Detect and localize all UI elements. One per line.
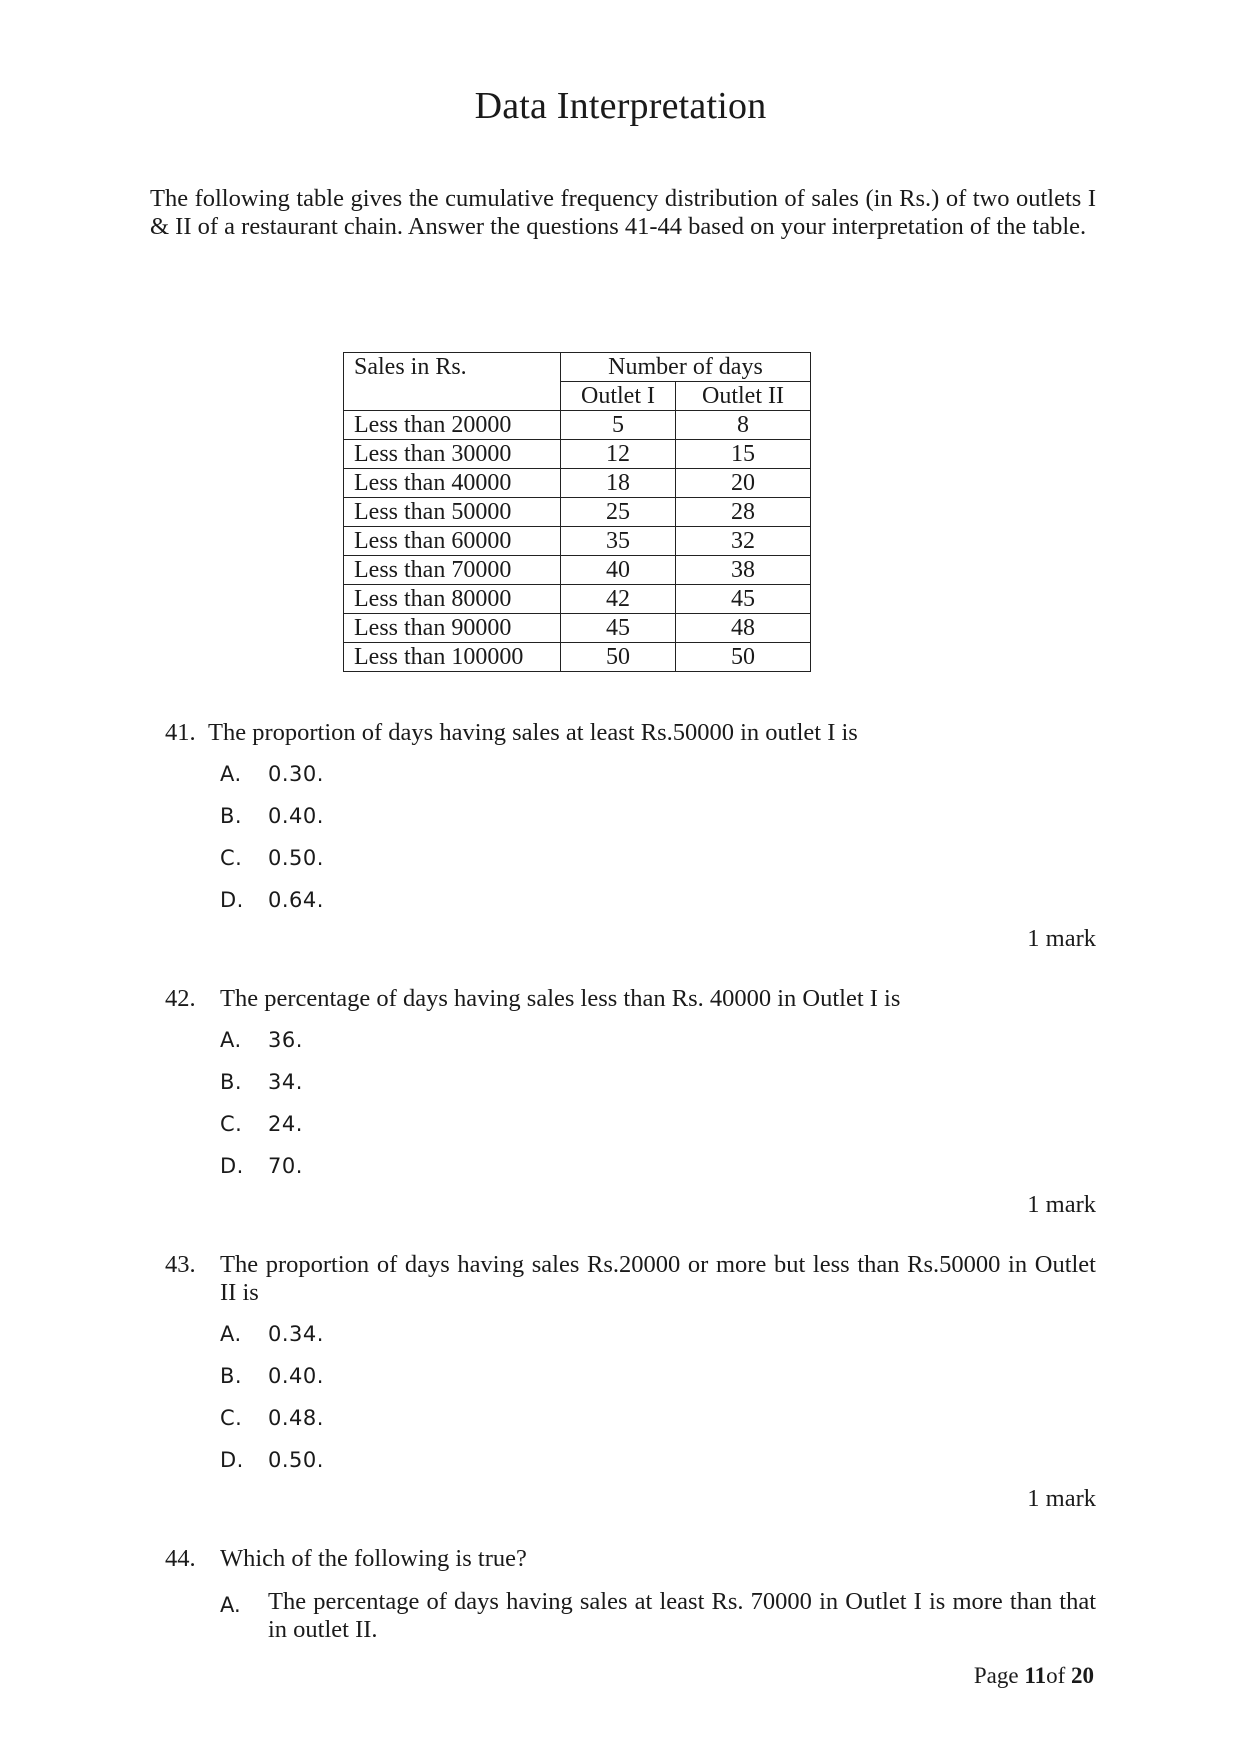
option-letter: B. xyxy=(220,1070,243,1094)
option-letter: B. xyxy=(220,1364,243,1388)
question-44-text: Which of the following is true? xyxy=(220,1545,527,1572)
option-letter: D. xyxy=(220,1448,244,1472)
cell-outlet-2: 8 xyxy=(676,411,811,440)
option-text: 0.40. xyxy=(268,804,324,828)
table-row xyxy=(344,585,811,614)
row-label: Less than 40000 xyxy=(344,469,561,498)
option-text: The percentage of days having sales at least Rs. 70000 in Outlet I is more than that in outlet II. xyxy=(268,1588,1096,1643)
table-row xyxy=(344,614,811,643)
row-label: Less than 90000 xyxy=(344,614,561,643)
question-43-option-b[interactable] xyxy=(220,1364,324,1388)
cell-outlet-1: 5 xyxy=(561,411,676,440)
option-letter: C. xyxy=(220,846,243,870)
cell-outlet-1: 25 xyxy=(561,498,676,527)
cell-outlet-1: 35 xyxy=(561,527,676,556)
question-42-option-b[interactable] xyxy=(220,1070,303,1094)
cell-outlet-1: 40 xyxy=(561,556,676,585)
footer-prefix: Page xyxy=(973,1663,1019,1688)
option-letter: A. xyxy=(220,762,242,786)
cell-outlet-2: 48 xyxy=(676,614,811,643)
question-42-option-c[interactable] xyxy=(220,1112,303,1136)
header-sales: Sales in Rs. xyxy=(344,353,561,411)
cell-outlet-1: 12 xyxy=(561,440,676,469)
question-41-option-d[interactable] xyxy=(220,888,324,912)
question-41-text: The proportion of days having sales at least Rs.50000 in outlet I is xyxy=(208,719,858,746)
question-43-number: 43. xyxy=(165,1251,196,1278)
cumulative-frequency-table xyxy=(343,352,811,672)
option-text: 0.40. xyxy=(268,1364,324,1388)
question-42-mark: 1 mark xyxy=(1027,1191,1096,1218)
table-row xyxy=(344,643,811,672)
question-43-option-a[interactable] xyxy=(220,1322,324,1346)
table-row xyxy=(344,411,811,440)
row-label: Less than 30000 xyxy=(344,440,561,469)
question-42-text: The percentage of days having sales less than Rs. 40000 in Outlet I is xyxy=(220,985,901,1012)
question-41-mark: 1 mark xyxy=(1027,925,1096,952)
option-letter: D. xyxy=(220,888,244,912)
option-text: 0.64. xyxy=(268,888,324,912)
option-text: 0.48. xyxy=(268,1406,324,1430)
header-number-of-days: Number of days xyxy=(561,353,811,382)
option-text: 0.34. xyxy=(268,1322,324,1346)
table-row xyxy=(344,469,811,498)
page-number-footer xyxy=(974,1663,1094,1689)
footer-current-page: 11 xyxy=(1024,1663,1047,1688)
question-41-number: 41. xyxy=(165,719,196,746)
question-42-option-a[interactable] xyxy=(220,1028,303,1052)
option-text: 0.50. xyxy=(268,846,324,870)
question-41-option-a[interactable] xyxy=(220,762,324,786)
header-outlet-1: Outlet I xyxy=(561,382,676,411)
cell-outlet-1: 50 xyxy=(561,643,676,672)
question-43-option-d[interactable] xyxy=(220,1448,324,1472)
option-letter: C. xyxy=(220,1406,243,1430)
intro-paragraph: The following table gives the cumulative frequency distribution of sales (in Rs.) of two outlets I & II of a restaurant chain. Answer the questions 41-44 based on your interpretation of the table. xyxy=(150,185,1096,240)
cell-outlet-2: 50 xyxy=(676,643,811,672)
cell-outlet-1: 42 xyxy=(561,585,676,614)
option-text: 34. xyxy=(268,1070,303,1094)
cell-outlet-2: 45 xyxy=(676,585,811,614)
cell-outlet-2: 20 xyxy=(676,469,811,498)
row-label: Less than 100000 xyxy=(344,643,561,672)
option-text: 24. xyxy=(268,1112,303,1136)
cell-outlet-2: 15 xyxy=(676,440,811,469)
option-text: 70. xyxy=(268,1154,303,1178)
cell-outlet-2: 32 xyxy=(676,527,811,556)
cell-outlet-2: 38 xyxy=(676,556,811,585)
row-label: Less than 80000 xyxy=(344,585,561,614)
footer-of: of xyxy=(1046,1663,1066,1688)
question-41-option-b[interactable] xyxy=(220,804,324,828)
table-row xyxy=(344,556,811,585)
table-row xyxy=(344,527,811,556)
question-43-text: The proportion of days having sales Rs.20000 or more but less than Rs.50000 in Outlet II is xyxy=(220,1251,1096,1306)
page-title: Data Interpretation xyxy=(474,85,767,127)
option-text: 0.30. xyxy=(268,762,324,786)
row-label: Less than 20000 xyxy=(344,411,561,440)
option-letter: A. xyxy=(220,1028,242,1052)
cell-outlet-1: 18 xyxy=(561,469,676,498)
option-letter: A. xyxy=(220,1322,242,1346)
option-letter: B. xyxy=(220,804,243,828)
option-letter: A. xyxy=(220,1593,241,1617)
cell-outlet-2: 28 xyxy=(676,498,811,527)
question-44-number: 44. xyxy=(165,1545,196,1572)
question-42-option-d[interactable] xyxy=(220,1154,303,1178)
table-header-row xyxy=(344,353,811,382)
option-text: 0.50. xyxy=(268,1448,324,1472)
question-42-number: 42. xyxy=(165,985,196,1012)
question-43-mark: 1 mark xyxy=(1027,1485,1096,1512)
option-text: 36. xyxy=(268,1028,303,1052)
header-outlet-2: Outlet II xyxy=(676,382,811,411)
table-row xyxy=(344,440,811,469)
option-letter: C. xyxy=(220,1112,243,1136)
row-label: Less than 50000 xyxy=(344,498,561,527)
option-letter: D. xyxy=(220,1154,244,1178)
row-label: Less than 70000 xyxy=(344,556,561,585)
table-row xyxy=(344,498,811,527)
footer-total-pages: 20 xyxy=(1071,1663,1094,1688)
row-label: Less than 60000 xyxy=(344,527,561,556)
cell-outlet-1: 45 xyxy=(561,614,676,643)
question-43-option-c[interactable] xyxy=(220,1406,324,1430)
question-41-option-c[interactable] xyxy=(220,846,324,870)
